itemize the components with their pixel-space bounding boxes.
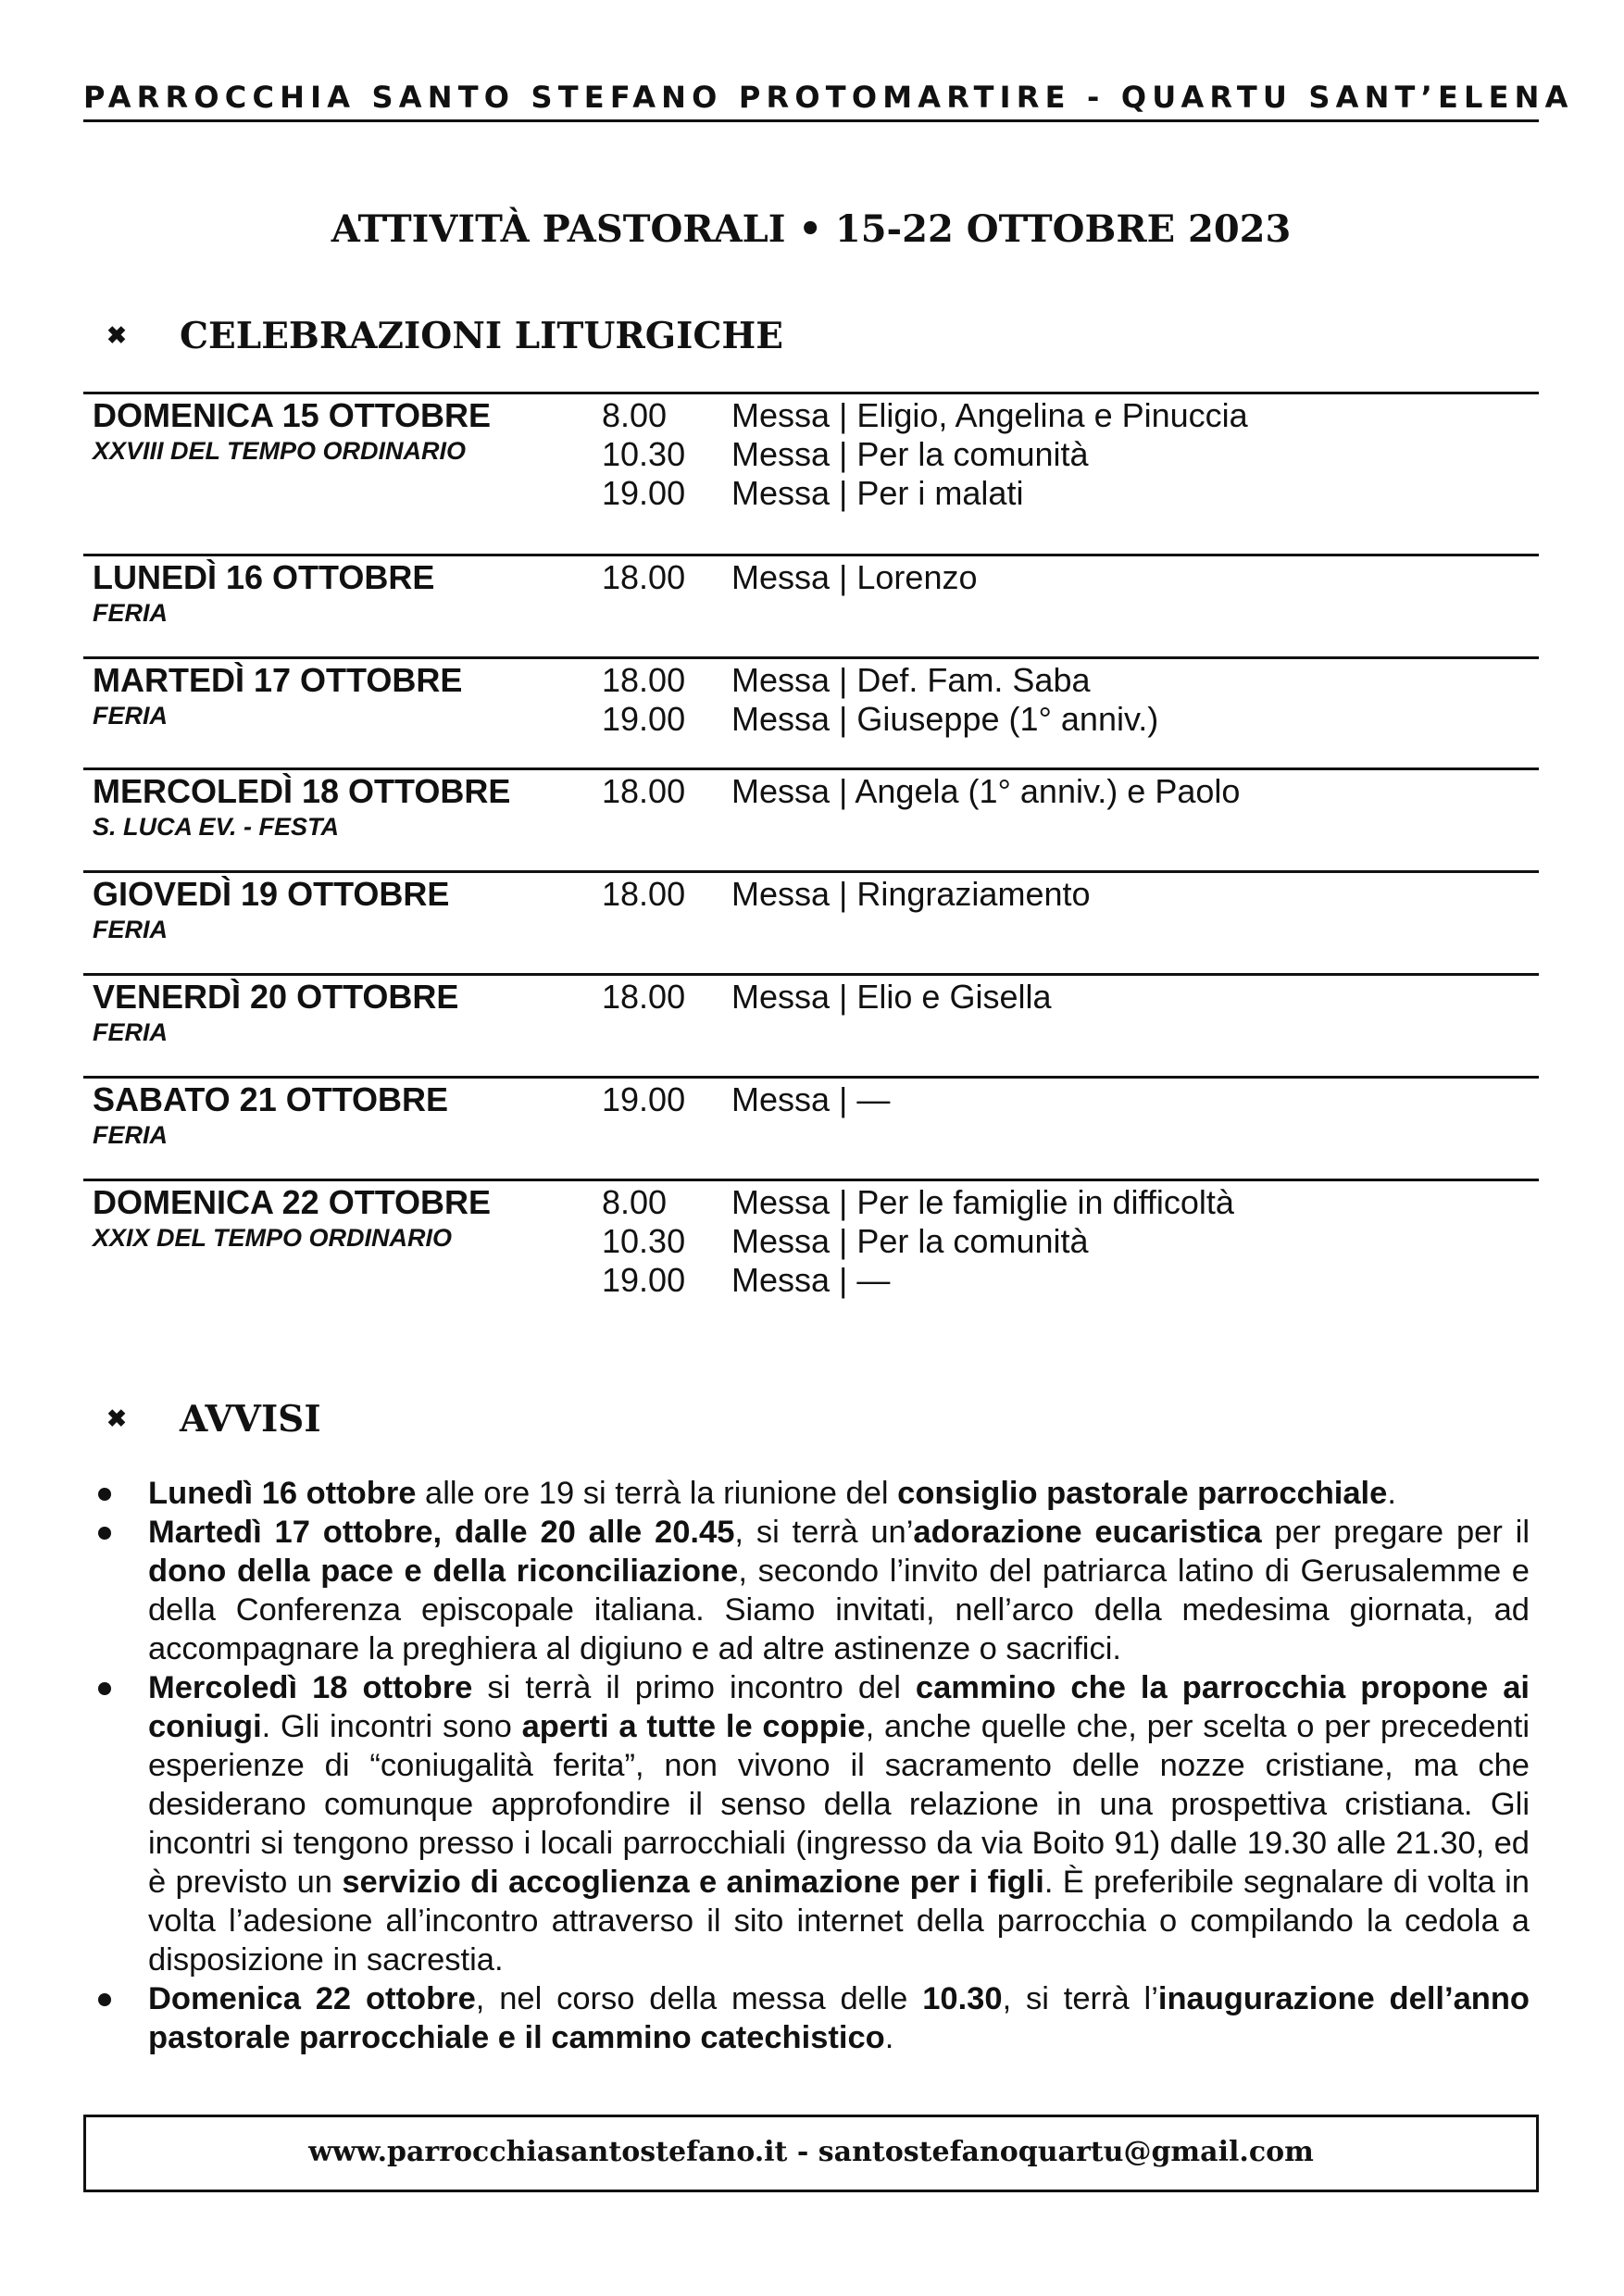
schedule-day — [83, 554, 1539, 656]
header-divider — [83, 119, 1539, 122]
day-name: DOMENICA 15 OTTOBRE — [93, 396, 492, 434]
mass-time: 18.00 — [602, 772, 686, 810]
liturgical-day: XXVIII DEL TEMPO ORDINARIO — [93, 437, 467, 465]
notice-emphasis: consiglio pastorale parrocchiale — [897, 1476, 1388, 1511]
notice-text: . Gli incontri sono — [261, 1709, 522, 1744]
page-title: ATTIVITÀ PASTORALI • 15-22 OTTOBRE 2023 — [331, 207, 1292, 251]
notice-emphasis: Domenica 22 ottobre — [148, 1981, 476, 2016]
parish-header: PARROCCHIA SANTO STEFANO PROTOMARTIRE - QUARTU SANT’ELENA — [83, 80, 1574, 115]
section-heading-liturgy — [98, 315, 783, 357]
notice-text: , secondo l’invito del patriarca latino di Gerusalemme e della Conferenza episcopale italiana. Siamo invitati, nell’arco della medesima giornata, ad accompagnare la preghiera al digiuno e ad altre astinenze o sacrifici. — [148, 1554, 1530, 1666]
notice-text: alle ore 19 si terrà la riunione del — [416, 1476, 898, 1511]
mass-time: 19.00 — [602, 700, 686, 738]
mass-intention: Messa | Angela (1° anniv.) e Paolo — [731, 772, 1241, 810]
day-name: SABATO 21 OTTOBRE — [93, 1080, 449, 1118]
mass-time: 8.00 — [602, 396, 668, 434]
liturgy-schedule — [83, 392, 1539, 1329]
notice-text: per pregare per il — [1261, 1515, 1530, 1550]
day-label — [83, 976, 602, 1076]
mass-entry — [602, 1261, 1234, 1300]
mass-time: 19.00 — [602, 1261, 686, 1299]
section-heading-text: CELEBRAZIONI LITURGICHE — [180, 315, 783, 357]
section-heading-text: AVVISI — [180, 1398, 321, 1441]
schedule-day — [83, 1179, 1539, 1329]
mass-entry — [602, 700, 1158, 739]
notice-text: . È preferibile segnalare di volta in volta l’adesione all’incontro attraverso il sito internet della parrocchia o compilando la cedola a disposizione in sacrestia. — [148, 1865, 1530, 1978]
mass-intention: Messa | Per le famiglie in difficoltà — [731, 1183, 1234, 1221]
mass-time: 18.00 — [602, 978, 686, 1016]
day-name: DOMENICA 22 OTTOBRE — [93, 1183, 492, 1221]
mass-intention: Messa | Per i malati — [731, 474, 1024, 512]
mass-intention: Messa | Ringraziamento — [731, 875, 1091, 913]
star-cross-icon: ✖ — [106, 322, 127, 350]
notice-emphasis: cammino che la parrocchia propone ai coniugi — [148, 1670, 1530, 1744]
notice-emphasis: Martedì 17 ottobre, dalle 20 alle 20.45 — [148, 1515, 735, 1550]
mass-list — [602, 770, 1240, 870]
mass-time: 19.00 — [602, 1080, 686, 1118]
day-label — [83, 873, 602, 973]
liturgical-day: XXIX DEL TEMPO ORDINARIO — [93, 1224, 453, 1252]
schedule-day — [83, 870, 1539, 973]
mass-intention: Messa | — — [731, 1261, 891, 1299]
notice-emphasis: adorazione eucaristica — [913, 1515, 1262, 1550]
schedule-day — [83, 1076, 1539, 1179]
liturgical-day: FERIA — [93, 599, 168, 627]
mass-time: 8.00 — [602, 1183, 668, 1221]
day-name: MERCOLEDÌ 18 OTTOBRE — [93, 772, 511, 810]
day-name: VENERDÌ 20 OTTOBRE — [93, 978, 459, 1016]
mass-intention: Messa | Def. Fam. Saba — [731, 661, 1091, 699]
mass-time: 19.00 — [602, 474, 686, 512]
liturgical-day: FERIA — [93, 702, 168, 730]
notice-text: . — [1387, 1476, 1396, 1511]
notice-emphasis: 10.30 — [922, 1981, 1003, 2016]
day-label — [83, 1079, 602, 1179]
notice-text: . — [884, 2020, 894, 2055]
mass-list — [602, 873, 1091, 973]
mass-time: 18.00 — [602, 558, 686, 596]
day-label — [83, 659, 602, 767]
day-label — [83, 1181, 602, 1329]
mass-intention: Messa | Giuseppe (1° anniv.) — [731, 700, 1159, 738]
schedule-day — [83, 656, 1539, 767]
mass-intention: Messa | — — [731, 1080, 891, 1118]
mass-entry — [602, 875, 1091, 914]
mass-list — [602, 556, 977, 656]
notice-text: , nel corso della messa delle — [475, 1981, 923, 2016]
mass-intention: Messa | Elio e Gisella — [731, 978, 1052, 1016]
notice-emphasis: inaugurazione dell’anno pastorale parrocchiale e il cammino catechistico — [148, 1981, 1530, 2055]
mass-entry — [602, 661, 1158, 700]
mass-list — [602, 1181, 1234, 1329]
mass-intention: Messa | Per la comunità — [731, 1222, 1089, 1260]
section-heading-notices — [98, 1398, 321, 1441]
day-label — [83, 394, 602, 554]
mass-intention: Messa | Per la comunità — [731, 435, 1089, 473]
notice-emphasis: Mercoledì 18 ottobre — [148, 1670, 473, 1705]
mass-intention: Messa | Eligio, Angelina e Pinuccia — [731, 396, 1248, 434]
mass-entry — [602, 396, 1248, 435]
notice-emphasis: servizio di accoglienza e animazione per i figli — [342, 1865, 1044, 1900]
day-name: GIOVEDÌ 19 OTTOBRE — [93, 875, 450, 913]
star-cross-icon: ✖ — [106, 1405, 127, 1433]
day-label — [83, 770, 602, 870]
mass-entry — [602, 978, 1051, 1017]
mass-intention: Messa | Lorenzo — [731, 558, 978, 596]
notice-emphasis: dono della pace e della riconciliazione — [148, 1554, 739, 1589]
mass-list — [602, 976, 1051, 1076]
mass-time: 18.00 — [602, 661, 686, 699]
schedule-day — [83, 973, 1539, 1076]
mass-entry — [602, 1183, 1234, 1222]
bullet-icon — [98, 1488, 111, 1501]
notice-text: , si terrà l’ — [1002, 1981, 1158, 2016]
mass-entry — [602, 772, 1240, 811]
liturgical-day: FERIA — [93, 1018, 168, 1046]
schedule-day — [83, 392, 1539, 554]
notice-text: si terrà il primo incontro del — [472, 1670, 916, 1705]
schedule-day — [83, 767, 1539, 870]
notice-emphasis: Lunedì 16 ottobre — [148, 1476, 417, 1511]
notice-item — [93, 1513, 1530, 1668]
notice-emphasis: aperti a tutte le coppie — [521, 1709, 866, 1744]
notice-item — [93, 1979, 1530, 2057]
bullet-icon — [98, 1682, 111, 1695]
day-name: LUNEDÌ 16 OTTOBRE — [93, 558, 435, 596]
day-name: MARTEDÌ 17 OTTOBRE — [93, 661, 463, 699]
liturgical-day: FERIA — [93, 916, 168, 943]
bullet-icon — [98, 1527, 111, 1540]
mass-entry — [602, 1222, 1234, 1261]
notice-item — [93, 1668, 1530, 1979]
mass-entry — [602, 558, 977, 597]
mass-entry — [602, 435, 1248, 474]
mass-time: 10.30 — [602, 435, 686, 473]
notice-text: , si terrà un’ — [734, 1515, 914, 1550]
bullet-icon — [98, 1993, 111, 2006]
mass-entry — [602, 474, 1248, 513]
mass-list — [602, 1079, 890, 1179]
day-label — [83, 556, 602, 656]
mass-list — [602, 659, 1158, 767]
notices-list — [93, 1474, 1530, 2057]
mass-entry — [602, 1080, 890, 1119]
footer-box — [83, 2115, 1539, 2192]
liturgical-day: S. LUCA EV. - FESTA — [93, 813, 340, 841]
notice-item — [93, 1474, 1530, 1513]
mass-time: 18.00 — [602, 875, 686, 913]
footer-contacts: www.parrocchiasantostefano.it - santostefanoquartu@gmail.com — [308, 2136, 1314, 2168]
notice-text: , anche quelle che, per scelta o per precedenti esperienze di “coniugalità ferita”, non vivono il sacramento delle nozze cristiane, ma che desiderano comunque approfondire il senso della relazione in una prospettiva cristiana. Gli incontri si tengono presso i locali parrocchiali (ingresso da via Boito 91) dalle 19.30 alle 21.30, ed è previsto un — [148, 1709, 1530, 1900]
mass-list — [602, 394, 1248, 554]
mass-time: 10.30 — [602, 1222, 686, 1260]
liturgical-day: FERIA — [93, 1121, 168, 1149]
